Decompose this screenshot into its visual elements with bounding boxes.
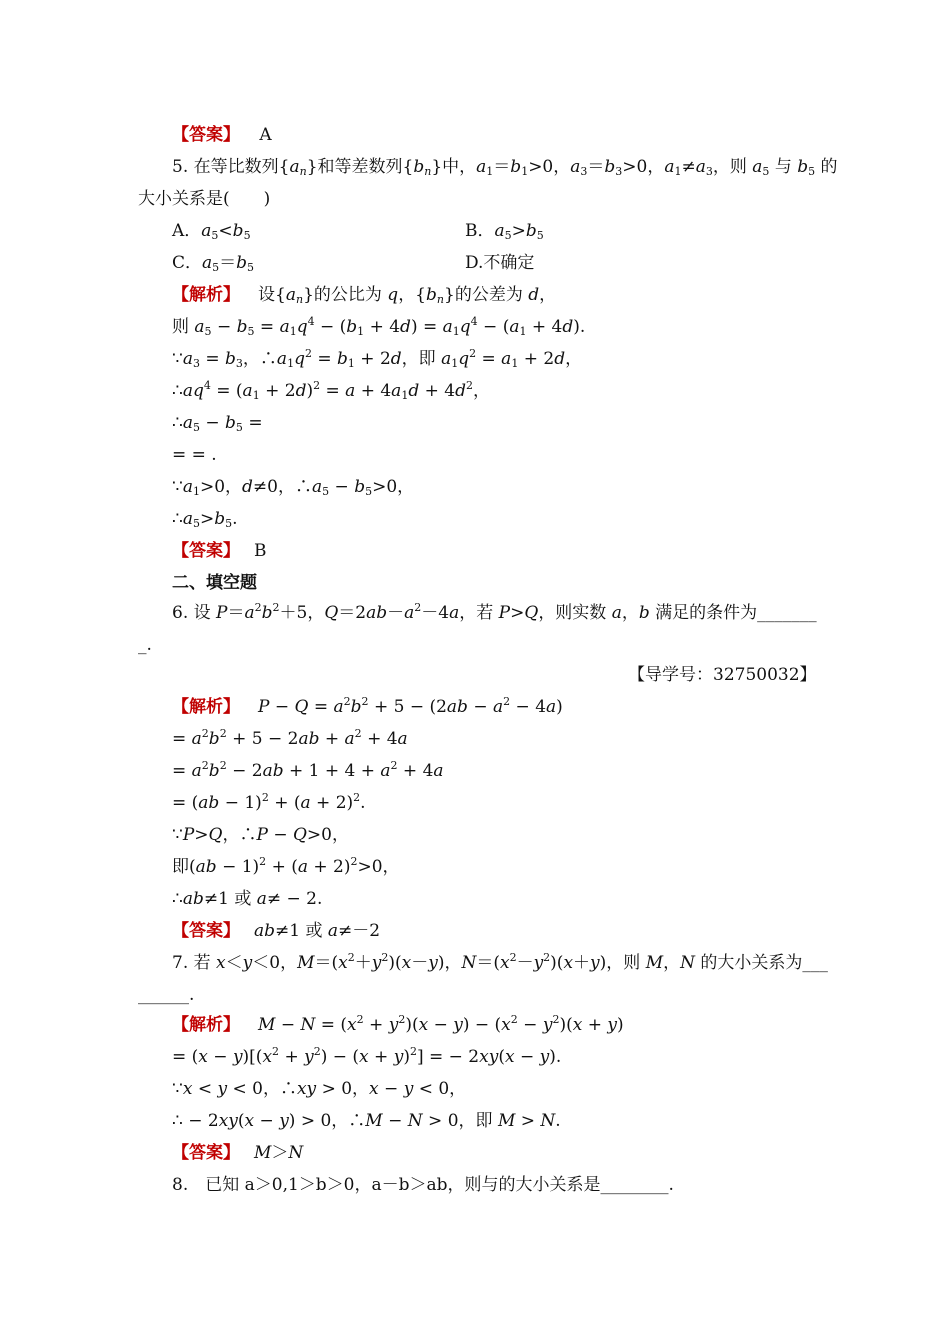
analysis-5-line4: $\therefore aq^4 = (a_1 + 2d)^2 = a + 4a_1d + 4d^2$， [172, 379, 490, 402]
answer-row [172, 124, 272, 146]
analysis-7-line4: ∴ − 2xy(x − y) > 0，∴M − N > 0，即 M > N. [172, 1111, 561, 1131]
answer-5-row [172, 540, 267, 562]
answer-value: B [254, 541, 267, 561]
analysis-5-line3: $\because a_3 = b_3$，$\therefore a_1q^2 = b_1 + 2d$，即 $a_1q^2 = a_1 + 2d$， [172, 347, 583, 370]
answer-7-row: 【答案】 M＞N [172, 1143, 304, 1163]
answer-label: 【答案】 [172, 125, 240, 145]
question-5-line2: 大小关系是( ) [138, 189, 271, 209]
analysis-label: 【解析】 [172, 285, 240, 305]
question-8: 8. 已知 a＞0,1＞b＞0，a－b＞ab，则与的大小关系是________. [172, 1175, 674, 1195]
question-6-line2: _. [138, 635, 152, 655]
analysis-7-line1: 【解析】 $M - N = (x^2 + y^2)(x - y) - (x^2 - y^2)(x + y)$ [172, 1013, 624, 1035]
question-6-line1: 6. 设 $P=a^2b^2+5$，$Q=2ab-a^2-4a$，若 P>Q，则实数 a，b 满足的条件为_______ [172, 601, 817, 623]
analysis-6-line3: = $a^2b^2 - 2ab + 1 + 4 + a^2 + 4a$ [172, 759, 444, 781]
analysis-label: 【解析】 [172, 697, 240, 717]
analysis-6-line5: ∵P>Q，∴P − Q>0， [172, 825, 349, 845]
answer-label: 【答案】 [172, 541, 240, 561]
section-heading: 二、填空题 [172, 573, 257, 593]
analysis-7-line2: = $(x - y)[(x^2 + y^2) - (x + y)^2]$ = − 2xy(x − y). [172, 1045, 562, 1067]
analysis-5-line8: $\therefore a_5>b_5$. [172, 509, 238, 530]
analysis-6-line1: 【解析】 $P - Q = a^2b^2 + 5 - (2ab - a^2 - 4a)$ [172, 695, 563, 717]
analysis-5-line2: 则 $a_5 - b_5 = a_1q^4 - (b_1 + 4d) = a_1q^4 - (a_1 + 4d)$. [172, 315, 586, 338]
question-7-line2: ______. [138, 985, 195, 1005]
analysis-5-line1: 【解析】 设$\{a_n\}$的公比为 q，$\{b_n\}$的公差为 d， [172, 285, 557, 306]
answer-value: A [259, 125, 272, 145]
question-5-line1: 5. 在等比数列$\{a_n\}$和等差数列$\{b_n\}$中，$a_1=b_1>0$，$a_3=b_3>0$，$a_1\ne a_3$，则 $a_5$ 与 $b_5$ 的 [172, 157, 838, 178]
analysis-6-line2: = $a^2b^2 + 5 - 2ab + a^2 + 4a$ [172, 727, 408, 749]
option-a: A．$a_5<b_5$ [172, 221, 251, 242]
option-c: C．$a_5=b_5$ [172, 253, 255, 274]
analysis-5-line5: $\therefore a_5 - b_5$ = [172, 413, 263, 434]
analysis-7-line3: ∵x < y < 0，∴xy > 0，x − y < 0， [172, 1079, 467, 1099]
question-7-line1: 7. 若 x＜y＜0，$M=(x^2+y^2)(x-y)$，$N=(x^2-y^2)(x+y)$，则 M，N 的大小关系为___ [172, 951, 828, 973]
option-b: B．$a_5>b_5$ [465, 221, 544, 242]
analysis-5-line7: $\because a_1>0$，d≠0，$\therefore a_5 - b_5>0$， [172, 477, 415, 498]
answer-label: 【答案】 [172, 1143, 240, 1163]
reference-number: 【导学号：32750032】 [628, 665, 817, 685]
analysis-6-line7: ∴ab≠1 或 a≠ − 2. [172, 889, 323, 909]
analysis-6-line4: = $(ab - 1)^2 + (a + 2)^2$. [172, 791, 366, 813]
analysis-label: 【解析】 [172, 1015, 240, 1035]
analysis-6-line6: 即$(ab - 1)^2 + (a + 2)^2>0$， [172, 855, 400, 877]
answer-6-row: 【答案】 ab≠1 或 a≠－2 [172, 921, 381, 941]
analysis-5-line6: = = . [172, 445, 217, 465]
answer-label: 【答案】 [172, 921, 240, 941]
option-d: D.不确定 [465, 253, 535, 273]
